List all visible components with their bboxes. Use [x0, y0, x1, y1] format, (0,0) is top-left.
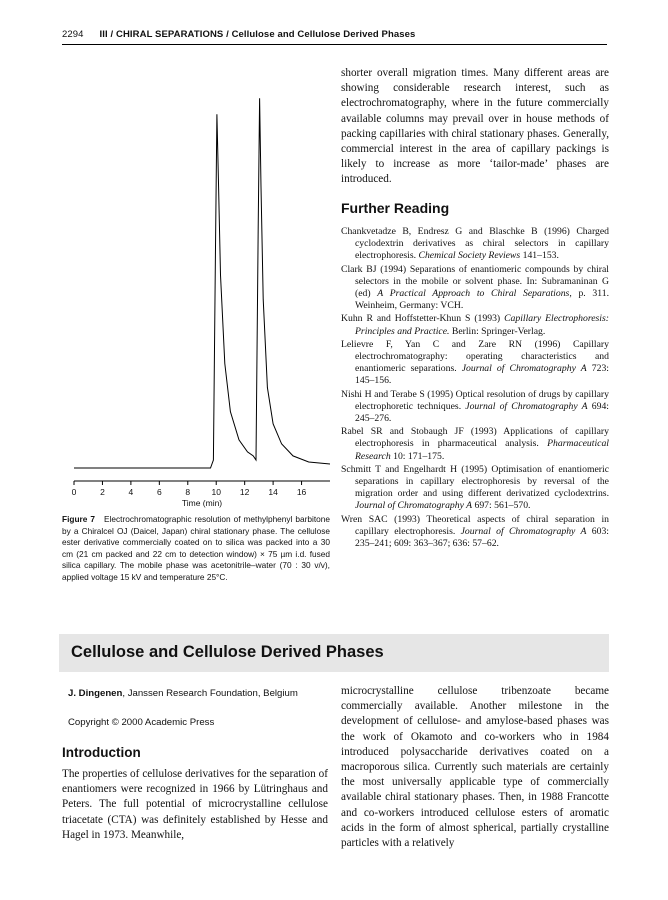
- reference-source: Capillary Electrophoresis: Principles and Practice.: [355, 313, 609, 337]
- reference-source: Journal of Chromatography A: [355, 500, 473, 512]
- reference-source: Journal of Chromatography A: [461, 363, 587, 375]
- author-name: J. Dingenen: [68, 688, 123, 699]
- figure-caption: [62, 514, 330, 584]
- reference-citation: 603: 235–241; 609: 363–367; 636: 57–62.: [355, 525, 609, 550]
- section-right-column: [341, 684, 609, 851]
- running-header: [62, 29, 415, 40]
- top-right-column: [341, 66, 609, 188]
- chromatogram-chart: [60, 58, 340, 508]
- reference-citation: 723: 145–156.: [355, 363, 609, 387]
- x-tick-label: 14: [268, 487, 278, 497]
- reference-item: [341, 339, 609, 388]
- reference-citation: 10: 171–175.: [390, 450, 445, 462]
- section-right-paragraph: microcrystalline cellulose tribenzoate became commercially available. Another milestone in the development of cellulose- and amylose-based phases was the work of Okamoto and co-workers who in 1984 introduced polysaccharide derivatives coated on a macroporous silica. Currently such materials are certainly the most universally applicable type of commercially available chiral stationary phases. Then, in 1988 Francotte and co-workers introduced cellulose esters of aromatic acids in the form of almost spherical, partially crystalline particles with a relatively: [341, 685, 609, 850]
- x-tick-label: 4: [128, 487, 134, 497]
- x-axis-label: Time (min): [181, 498, 223, 508]
- top-right-paragraph: shorter overall migration times. Many different areas are showing considerable research interest, such as electrochromatography, where in the future commercially available columns may prevail over in house methods of packing capillaries with chiral stationary phases. Generally, commercial interest in the area of capillary packings is likely to increase as more ‘tailor-made’ phases are introduced.: [341, 67, 609, 186]
- figure-label: Figure 7: [62, 514, 95, 524]
- reference-text: Chankvetadze B, Endresz G and Blaschke B (1996) Charged cyclodextrin derivatives as chiral selectors in capillary electrophoresis.: [341, 226, 609, 262]
- reference-source: Chemical Society Reviews: [418, 250, 521, 262]
- reference-citation: Berlin: Springer-Verlag.: [449, 325, 546, 337]
- x-tick-label: 12: [239, 487, 250, 497]
- reference-text: Wren SAC (1993) Theoretical aspects of chiral separation in capillary electrophoresis.: [341, 513, 609, 537]
- reference-text: Rabel SR and Stobaugh JF (1993) Applications of capillary electrophoresis in pharmaceutical analysis.: [341, 426, 609, 450]
- reference-text: Schmitt T and Engelhardt H (1995) Optimisation of enantiomeric separations in capillary electrophoresis by reversal of the migration order and using different derivatized cyclodextrins.: [341, 463, 609, 500]
- reference-citation: 697: 561–570.: [472, 500, 531, 512]
- reference-source: Pharmaceutical Research: [355, 438, 609, 462]
- page-number: 2294: [62, 29, 84, 40]
- reference-source: Journal of Chromatography A: [465, 400, 588, 412]
- reference-item: [341, 426, 609, 463]
- reference-citation: 141–153.: [520, 250, 559, 262]
- reference-item: [341, 389, 609, 426]
- introduction-heading: Introduction: [62, 745, 141, 760]
- reference-source: A Practical Approach to Chiral Separations: [377, 288, 570, 300]
- reference-citation: , p. 311. Weinheim, Germany: VCH.: [355, 288, 610, 312]
- x-tick-label: 6: [156, 487, 162, 497]
- reference-item: [341, 464, 609, 513]
- author-block: [68, 687, 328, 700]
- x-tick-label: 16: [296, 487, 307, 497]
- reference-citation: 694: 245–276.: [355, 400, 609, 425]
- reference-item: [341, 226, 609, 263]
- header-rule: [62, 44, 607, 45]
- reference-text: Lelievre F, Yan C and Zare RN (1996) Capillary electrochromatography: operating characteristics and enantiomeric separations.: [341, 338, 609, 375]
- copyright-line: Copyright © 2000 Academic Press: [68, 717, 215, 728]
- x-tick-label: 8: [185, 487, 191, 497]
- reference-text: Clark BJ (1994) Separations of enantiomeric compounds by chiral selectors in the mobile or solvent phase. In: Subramaninan G (ed): [341, 263, 609, 300]
- further-reading-title: Further Reading: [341, 200, 450, 216]
- reference-item: [341, 514, 609, 551]
- introduction-paragraph: The properties of cellulose derivatives for the separation of enantiomers were recognized in 1966 by Lütringhaus and Peters. The full potential of microcrystalline cellulose triacetate (CTA) was definitely established by Hesse and Hagel in 1973. Meanwhile,: [62, 768, 328, 841]
- reference-list: [341, 226, 609, 551]
- series-line: [74, 98, 330, 468]
- reference-item: [341, 264, 609, 313]
- reference-item: [341, 313, 609, 337]
- figure-caption-text: Electrochromatographic resolution of methylphenyl barbitone by a Chiralcel OJ (Daicel, Japan) chiral stationary phase. The cellulose ester derivative commercially coated on to silica was packed into a 30 cm (21 cm packed and 22 cm to detection window) × 75 µm i.d. fused silica capillary. The mobile phase was acetonitrile–water (70 : 30 v/v), applied voltage 15 kV and temperature 25°C.: [62, 514, 331, 582]
- reference-text: Kuhn R and Hoffstetter-Khun S (1993): [341, 313, 505, 325]
- x-tick-label: 0: [71, 487, 77, 497]
- running-title: III / CHIRAL SEPARATIONS / Cellulose and Cellulose Derived Phases: [99, 29, 416, 40]
- author-affiliation: , Janssen Research Foundation, Belgium: [122, 688, 298, 699]
- x-tick-label: 2: [100, 487, 105, 497]
- reference-source: Journal of Chromatography A: [460, 525, 587, 537]
- x-tick-label: 10: [211, 487, 221, 497]
- reference-text: Nishi H and Terabe S (1995) Optical resolution of drugs by capillary electrophoretic techniques.: [341, 388, 609, 412]
- introduction-column: [62, 767, 328, 843]
- section-title: Cellulose and Cellulose Derived Phases: [71, 643, 384, 661]
